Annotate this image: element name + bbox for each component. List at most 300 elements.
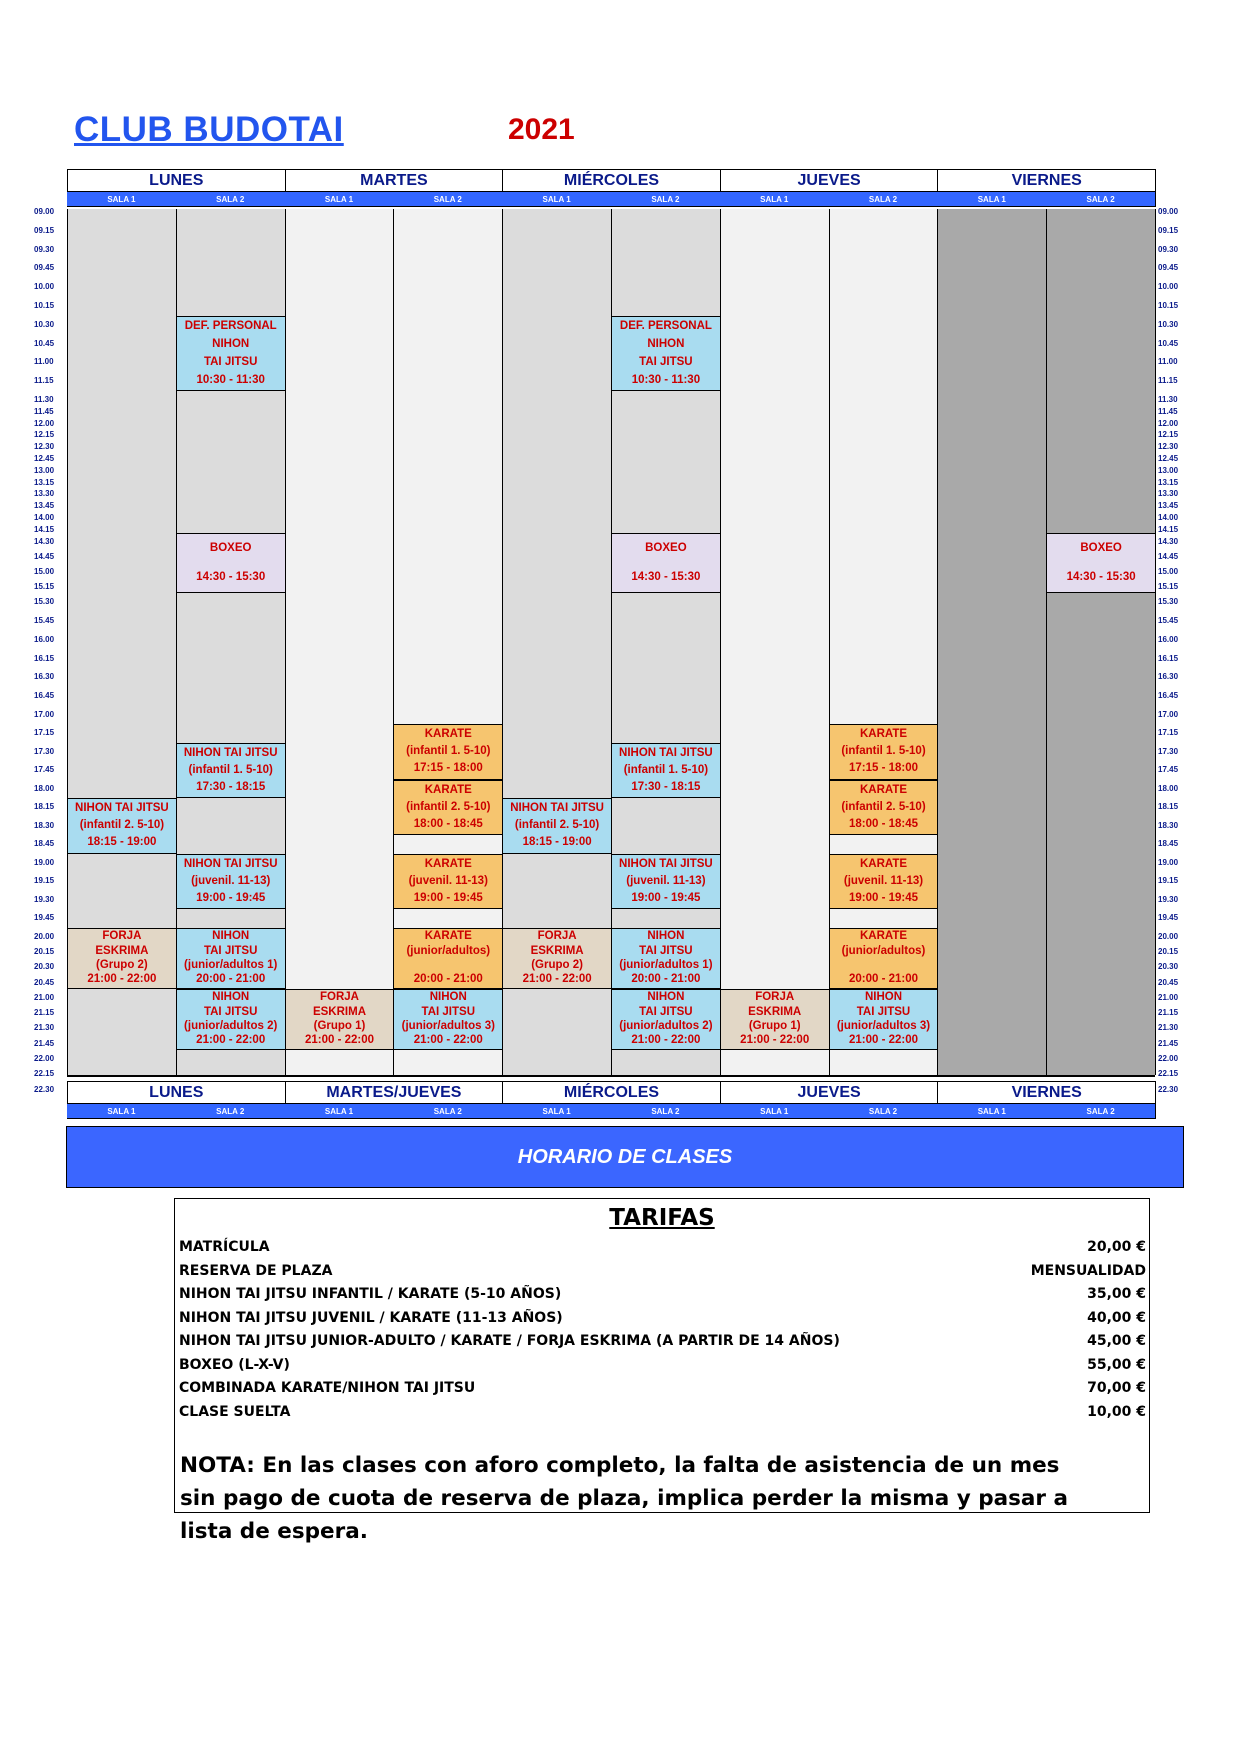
class-line: TAI JITSU (203, 355, 258, 368)
sala-label: SALA 2 (1046, 192, 1156, 207)
class-line: DEF. PERSONAL (619, 320, 712, 333)
class-block (611, 928, 721, 989)
class-line: TAI JITSU (639, 355, 693, 368)
day-header: JUEVES (720, 169, 939, 192)
tarifa-price: 55,00 € (1087, 1356, 1146, 1373)
sala-column (937, 209, 1047, 1075)
class-line: FORJA (537, 930, 577, 943)
class-block (829, 780, 939, 836)
time-label: 14.30 (34, 536, 55, 546)
class-line: 21:00 - 22:00 (522, 973, 592, 986)
time-label: 14.45 (1158, 551, 1179, 561)
class-line (830, 959, 938, 972)
class-line: KARATE (424, 857, 472, 870)
class-block (393, 724, 503, 780)
class-block (1046, 533, 1156, 594)
class-line: 20:00 - 21:00 (848, 973, 919, 986)
time-label: 15.30 (34, 597, 55, 607)
time-label: 16.15 (1158, 653, 1179, 663)
time-label: 19.15 (1158, 876, 1179, 886)
time-label: 20.15 (1158, 946, 1179, 956)
sala-label: SALA 1 (67, 1104, 177, 1119)
class-line: 19:00 - 19:45 (196, 891, 266, 904)
tarifa-row (179, 1236, 1146, 1258)
class-line: (Grupo 1) (313, 1020, 366, 1033)
time-label: 12.00 (1158, 418, 1179, 428)
club-title: CLUB BUDOTAI (74, 110, 344, 149)
class-line: 17:30 - 18:15 (631, 780, 701, 793)
class-line: 18:00 - 18:45 (413, 817, 483, 830)
class-line: DEF. PERSONAL (184, 320, 277, 333)
time-label: 14.30 (1158, 536, 1179, 546)
time-label: 20.45 (1158, 977, 1179, 987)
tarifa-price: 45,00 € (1087, 1333, 1146, 1349)
class-line: 18:15 - 19:00 (522, 836, 592, 849)
class-line: 21:00 - 22:00 (304, 1034, 375, 1047)
time-label: 18.00 (34, 783, 55, 793)
time-label: 10.00 (1158, 282, 1179, 292)
sala-label: SALA 2 (176, 192, 286, 207)
class-line: 17:15 - 18:00 (848, 762, 919, 775)
class-line: NIHON (647, 991, 685, 1004)
class-block (176, 854, 286, 910)
class-line: NIHON TAI JITSU (619, 857, 713, 870)
sala-label: SALA 1 (285, 192, 395, 207)
time-label: 11.45 (1158, 406, 1178, 416)
sala-label: SALA 2 (176, 1104, 286, 1119)
class-line: FORJA (102, 930, 142, 943)
class-line: ESKRIMA (312, 1005, 366, 1018)
class-block (393, 928, 503, 989)
time-label: 11.15 (1158, 376, 1178, 386)
class-line: 20:00 - 21:00 (196, 973, 266, 986)
time-label: 19.30 (1158, 894, 1179, 904)
year-label: 2021 (508, 113, 575, 146)
class-line: ESKRIMA (95, 944, 149, 957)
class-line: (infantil 1. 5-10) (623, 763, 709, 776)
class-block (176, 743, 286, 799)
sala-label: SALA 1 (502, 1104, 612, 1119)
tarifa-price: 70,00 € (1087, 1380, 1146, 1396)
class-line: NIHON TAI JITSU (510, 802, 604, 815)
class-line: 17:30 - 18:15 (196, 780, 266, 793)
tarifas-title: TARIFAS (609, 1205, 715, 1231)
time-label: 21.15 (34, 1008, 55, 1018)
time-label: 17.45 (1158, 765, 1179, 775)
class-block (720, 989, 830, 1050)
time-label: 19.00 (1158, 857, 1179, 867)
time-label: 12.15 (1158, 430, 1179, 440)
time-label: 15.45 (34, 616, 55, 626)
class-line: (infantil 2. 5-10) (514, 819, 600, 832)
class-line (394, 959, 502, 972)
day-header: VIERNES (937, 169, 1156, 192)
class-line: 17:15 - 18:00 (413, 762, 483, 775)
time-label: 10.00 (34, 282, 55, 292)
time-label: 12.15 (34, 430, 55, 440)
class-line: ESKRIMA (530, 944, 584, 957)
tarifa-row (179, 1401, 1146, 1423)
time-label: 18.00 (1158, 783, 1179, 793)
time-label: 21.00 (34, 992, 55, 1002)
time-label: 12.45 (34, 454, 55, 463)
time-label: 22.15 (1158, 1069, 1179, 1079)
sala-label: SALA 1 (937, 192, 1047, 207)
class-line: (junior/adultos) (841, 944, 926, 957)
class-block (67, 798, 177, 854)
time-label: 16.45 (1158, 690, 1179, 700)
class-line: NIHON (864, 991, 903, 1004)
time-label: 17.45 (34, 765, 55, 775)
time-label: 14.00 (34, 513, 55, 522)
time-label: 13.30 (1158, 489, 1179, 499)
tarifa-price: MENSUALIDAD (1030, 1262, 1146, 1279)
class-line: 19:00 - 19:45 (631, 891, 701, 904)
time-label: 17.15 (1158, 728, 1179, 738)
time-label: 14.00 (1158, 513, 1179, 522)
class-line: KARATE (424, 930, 472, 943)
sala-column (1046, 209, 1156, 1075)
time-label: 10.45 (1158, 338, 1179, 348)
sala-label: SALA 2 (611, 1104, 721, 1119)
class-line: 10:30 - 11:30 (631, 373, 701, 386)
time-label: 15.30 (1158, 597, 1179, 607)
sala-column (720, 209, 830, 1075)
tarifa-price: 20,00 € (1087, 1239, 1146, 1255)
class-line: (Grupo 2) (531, 958, 583, 971)
day-header: JUEVES (720, 1081, 939, 1104)
class-block (393, 989, 503, 1050)
tarifa-label: MATRÍCULA (179, 1239, 270, 1255)
horario-banner (66, 1126, 1184, 1188)
time-label: 15.15 (34, 582, 55, 592)
class-line: NIHON TAI JITSU (75, 802, 169, 815)
class-line: TAI JITSU (639, 944, 693, 957)
time-label: 09.00 (1158, 207, 1179, 216)
class-line: (junior/adultos 1) (619, 958, 713, 971)
tarifa-label: NIHON TAI JITSU INFANTIL / KARATE (5-10 AÑOS) (179, 1286, 562, 1302)
tarifa-label: RESERVA DE PLAZA (179, 1262, 333, 1279)
time-label: 21.30 (1158, 1023, 1179, 1033)
time-label: 09.15 (34, 225, 55, 235)
time-label: 11.45 (34, 406, 54, 416)
time-label: 17.15 (34, 728, 55, 738)
time-label: 09.15 (1158, 225, 1179, 235)
tarifa-label: NIHON TAI JITSU JUNIOR-ADULTO / KARATE / FORJA ESKRIMA (A PARTIR DE 14 AÑOS) (179, 1333, 840, 1349)
class-block (829, 854, 939, 910)
time-label: 15.15 (1158, 582, 1179, 592)
class-line: 21:00 - 22:00 (631, 1034, 701, 1047)
time-label: 09.30 (1158, 244, 1179, 254)
time-label: 17.00 (1158, 709, 1179, 719)
class-line: KARATE (424, 728, 472, 741)
class-line: BOXEO (209, 542, 252, 555)
tarifa-price: 10,00 € (1087, 1403, 1146, 1420)
time-label: 22.00 (34, 1054, 55, 1063)
day-header: LUNES (67, 169, 286, 192)
tarifa-price: 40,00 € (1087, 1309, 1146, 1326)
time-label: 19.45 (34, 913, 55, 923)
class-line: NIHON (647, 337, 685, 350)
class-line: (junior/adultos 3) (401, 1020, 495, 1033)
class-line: NIHON (429, 991, 467, 1004)
time-label: 11.30 (34, 395, 54, 404)
time-label: 22.00 (1158, 1054, 1179, 1063)
class-line: KARATE (859, 857, 908, 870)
class-line: (infantil 1. 5-10) (188, 763, 273, 776)
class-block (611, 743, 721, 799)
time-label: 11.00 (1158, 357, 1178, 367)
tarifa-row (179, 1377, 1146, 1399)
class-line: (infantil 2. 5-10) (841, 800, 926, 813)
tarifa-price: 35,00 € (1087, 1286, 1146, 1302)
time-label: 22.30 (34, 1084, 55, 1094)
day-header: MARTES (285, 169, 504, 192)
class-block (176, 316, 286, 391)
time-label: 12.30 (34, 442, 55, 452)
class-block (176, 533, 286, 594)
time-label: 12.30 (1158, 442, 1179, 452)
class-line: 20:00 - 21:00 (413, 973, 483, 986)
time-label: 13.00 (34, 465, 55, 475)
class-line: 14:30 - 15:30 (1066, 570, 1136, 583)
class-block (67, 928, 177, 989)
day-header: MIÉRCOLES (502, 169, 721, 192)
class-line: (infantil 2. 5-10) (406, 800, 491, 813)
time-label: 18.45 (1158, 839, 1179, 849)
time-label: 22.30 (1158, 1084, 1179, 1094)
tarifa-label: NIHON TAI JITSU JUVENIL / KARATE (11-13 AÑOS) (179, 1309, 563, 1326)
banner-label: HORARIO DE CLASES (517, 1145, 733, 1168)
time-label: 10.45 (34, 338, 55, 348)
class-block (829, 989, 939, 1050)
class-line: KARATE (424, 783, 472, 796)
sala-column (285, 209, 395, 1075)
class-line: 19:00 - 19:45 (848, 891, 919, 904)
class-line: KARATE (859, 783, 908, 796)
class-line: (junior/adultos 3) (836, 1020, 931, 1033)
class-line: (juvenil. 11-13) (191, 874, 271, 887)
class-line: 18:15 - 19:00 (87, 836, 157, 849)
sala-label: SALA 2 (611, 192, 721, 207)
class-line: TAI JITSU (856, 1005, 911, 1018)
class-block (611, 316, 721, 391)
sala-label: SALA 2 (1046, 1104, 1156, 1119)
sala-label: SALA 2 (829, 1104, 939, 1119)
sala-label: SALA 1 (502, 192, 612, 207)
time-label: 16.30 (34, 672, 55, 682)
time-label: 21.45 (34, 1038, 55, 1048)
time-label: 17.00 (34, 709, 55, 719)
time-label: 13.30 (34, 489, 55, 499)
class-line: (juvenil. 11-13) (626, 874, 706, 887)
class-line: BOXEO (645, 542, 687, 555)
time-label: 20.15 (34, 946, 55, 956)
class-line: 21:00 - 22:00 (740, 1034, 810, 1047)
sala-label: SALA 1 (937, 1104, 1047, 1119)
class-block (611, 989, 721, 1050)
time-label: 20.45 (34, 977, 55, 987)
class-line: FORJA (320, 991, 359, 1004)
time-label: 20.00 (34, 931, 55, 941)
class-line: 21:00 - 22:00 (196, 1034, 266, 1047)
class-line: NIHON TAI JITSU (619, 746, 713, 759)
class-line: NIHON TAI JITSU (183, 857, 278, 870)
time-label: 14.45 (34, 551, 55, 561)
time-label: 14.15 (1158, 524, 1179, 534)
day-header: MIÉRCOLES (502, 1081, 721, 1104)
class-block (393, 780, 503, 836)
class-line: 18:00 - 18:45 (848, 817, 919, 830)
time-label: 10.15 (34, 301, 55, 310)
class-line: NIHON (212, 337, 250, 350)
time-label: 19.45 (1158, 913, 1179, 923)
class-line: NIHON (212, 930, 250, 943)
class-line: 21:00 - 22:00 (87, 973, 157, 986)
time-label: 11.30 (1158, 395, 1178, 404)
class-line: (infantil 2. 5-10) (79, 819, 165, 832)
class-block (829, 928, 939, 989)
class-line: (Grupo 2) (96, 958, 148, 971)
time-label: 21.00 (1158, 992, 1179, 1002)
time-label: 10.15 (1158, 301, 1179, 310)
class-line: TAI JITSU (203, 1005, 258, 1018)
time-label: 11.15 (34, 376, 54, 386)
time-label: 17.30 (1158, 746, 1179, 756)
tarifa-row (179, 1330, 1146, 1352)
class-line: TAI JITSU (639, 1005, 693, 1018)
class-block (611, 854, 721, 910)
time-label: 20.30 (34, 962, 55, 972)
time-label: 19.00 (34, 857, 55, 867)
class-block (502, 928, 612, 989)
time-label: 18.30 (34, 820, 55, 830)
time-label: 12.45 (1158, 454, 1179, 463)
class-line: FORJA (755, 991, 795, 1004)
day-header: LUNES (67, 1081, 286, 1104)
class-line: KARATE (859, 930, 908, 943)
time-label: 13.45 (34, 501, 55, 511)
time-label: 19.15 (34, 876, 55, 886)
time-label: 11.00 (34, 357, 54, 367)
class-line: (juvenil. 11-13) (408, 874, 488, 887)
time-label: 15.45 (1158, 616, 1179, 626)
class-block (829, 724, 939, 780)
time-label: 20.30 (1158, 962, 1179, 972)
nota-text: NOTA: En las clases con aforo completo, la falta de asistencia de un mes sin pago de cuota de reserva de plaza, implica perder la misma y pasar a lista de espera. (180, 1453, 1068, 1544)
tarifa-row (179, 1283, 1146, 1305)
time-label: 10.30 (1158, 319, 1179, 329)
class-line: NIHON TAI JITSU (183, 746, 278, 759)
class-line: (juvenil. 11-13) (843, 874, 924, 887)
class-line: (junior/adultos) (406, 944, 491, 957)
sala-label: SALA 2 (829, 192, 939, 207)
class-line: 14:30 - 15:30 (631, 570, 701, 583)
time-label: 18.15 (1158, 802, 1179, 812)
time-label: 13.15 (34, 477, 55, 487)
tarifa-label: BOXEO (L-X-V) (179, 1356, 290, 1373)
time-label: 18.30 (1158, 820, 1179, 830)
time-label: 15.00 (1158, 567, 1179, 576)
time-label: 21.15 (1158, 1008, 1179, 1018)
time-label: 16.00 (34, 634, 55, 644)
time-label: 16.30 (1158, 672, 1179, 682)
class-line: NIHON (212, 991, 250, 1004)
day-header: MARTES/JUEVES (285, 1081, 504, 1104)
time-label: 09.45 (34, 263, 55, 273)
class-line: 19:00 - 19:45 (413, 891, 483, 904)
time-label: 16.15 (34, 653, 55, 663)
time-label: 13.00 (1158, 465, 1179, 475)
class-block (285, 989, 395, 1050)
time-label: 16.00 (1158, 634, 1179, 644)
time-label: 16.45 (34, 690, 55, 700)
grid-bottom-line (67, 1075, 1155, 1077)
sala-label: SALA 2 (393, 192, 503, 207)
tarifa-row (179, 1260, 1146, 1282)
class-line: (junior/adultos 2) (184, 1020, 278, 1033)
class-line: BOXEO (1080, 542, 1122, 555)
tarifas-box (174, 1198, 1150, 1544)
class-line: TAI JITSU (421, 1005, 476, 1018)
sala-label: SALA 1 (67, 192, 177, 207)
class-line: (infantil 1. 5-10) (406, 745, 491, 758)
class-line: 10:30 - 11:30 (196, 373, 265, 386)
time-label: 14.15 (34, 524, 55, 534)
sala-label: SALA 1 (285, 1104, 395, 1119)
class-line: ESKRIMA (748, 1005, 802, 1018)
class-line: (junior/adultos 1) (184, 958, 278, 971)
time-label: 19.30 (34, 894, 55, 904)
time-label: 18.45 (34, 839, 55, 849)
tarifa-row (179, 1307, 1146, 1329)
time-label: 09.45 (1158, 263, 1179, 273)
class-line: KARATE (859, 728, 908, 741)
time-label: 09.00 (34, 207, 55, 216)
tarifa-label: COMBINADA KARATE/NIHON TAI JITSU (179, 1380, 476, 1396)
time-label: 12.00 (34, 418, 55, 428)
sala-label: SALA 2 (393, 1104, 503, 1119)
time-label: 18.15 (34, 802, 55, 812)
time-label: 13.45 (1158, 501, 1179, 511)
class-line: 14:30 - 15:30 (196, 570, 266, 583)
class-line: (junior/adultos 2) (619, 1020, 713, 1033)
class-block (393, 854, 503, 910)
class-line: TAI JITSU (203, 944, 258, 957)
class-line: 20:00 - 21:00 (631, 973, 701, 986)
time-label: 10.30 (34, 319, 55, 329)
class-line: NIHON (647, 930, 685, 943)
time-label: 21.45 (1158, 1038, 1179, 1048)
time-label: 15.00 (34, 567, 55, 576)
class-line: 21:00 - 22:00 (413, 1034, 483, 1047)
time-label: 17.30 (34, 746, 55, 756)
sala-label: SALA 1 (720, 192, 830, 207)
class-block (502, 798, 612, 854)
time-label: 20.00 (1158, 931, 1179, 941)
time-label: 21.30 (34, 1023, 55, 1033)
day-header: VIERNES (937, 1081, 1156, 1104)
class-line: 21:00 - 22:00 (848, 1034, 919, 1047)
sala-label: SALA 1 (720, 1104, 830, 1119)
class-block (611, 533, 721, 594)
tarifa-row (179, 1354, 1146, 1376)
time-label: 13.15 (1158, 477, 1179, 487)
time-label: 22.15 (34, 1069, 55, 1079)
class-block (176, 928, 286, 989)
class-line: (infantil 1. 5-10) (841, 745, 926, 758)
time-label: 09.30 (34, 244, 55, 254)
